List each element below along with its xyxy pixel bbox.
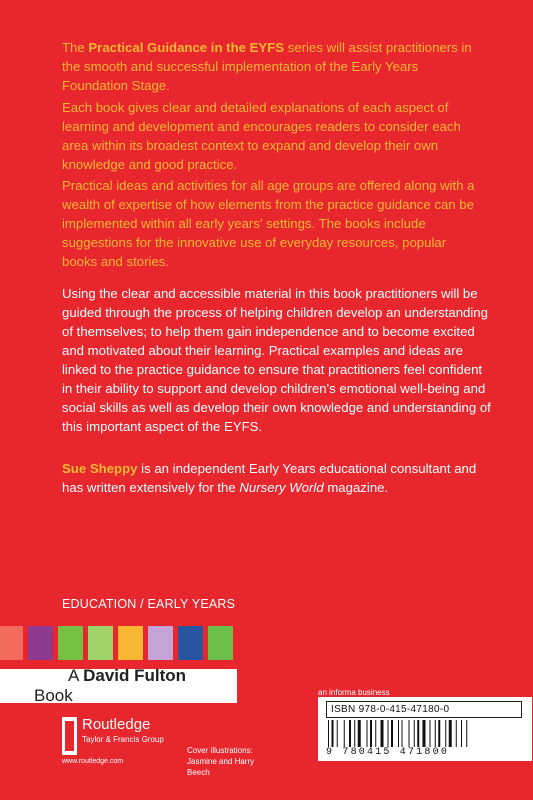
isbn-text: ISBN 978-0-415-47180-0: [326, 701, 522, 718]
imprint-label: A David Fulton Book: [34, 666, 187, 705]
book-description: Using the clear and accessible material in this book practitioners will be guided through the process of helping children develop an understanding of themselves; to help them gain independence and to become excited and motivated about their learning. Practical examples and ideas are linked to the practice guidance to ensure that practitioners feel confident in their ability to support and develop children's emotional well-being and social skills as well as develop their own knowledge and understanding of this important aspect of the EYFS.: [62, 286, 491, 434]
routledge-logo-icon: [62, 717, 77, 755]
publisher-name: Routledge: [82, 716, 151, 733]
author-bio: Sue Sheppy is an independent Early Years educational consultant and has written extensively for the Nursery World magazine.: [62, 461, 477, 495]
color-swatch: [118, 626, 143, 660]
magazine-name: Nursery World: [239, 480, 324, 495]
color-swatch: [28, 626, 53, 660]
cover-illustrations-credit: Cover illustrations: Jasmine and Harry Beech: [187, 746, 255, 777]
color-swatch: [88, 626, 113, 660]
color-swatch: [58, 626, 83, 660]
series-title: Practical Guidance in the EYFS: [88, 40, 285, 55]
barcode-icon: [326, 720, 524, 750]
barcode-digits: 9 780415 471800: [326, 747, 526, 758]
category-label: EDUCATION / EARLY YEARS: [62, 597, 236, 611]
color-swatch-strip: [0, 626, 238, 660]
barcode-block: [318, 697, 532, 761]
author-name: Sue Sheppy: [62, 461, 138, 476]
color-swatch: [178, 626, 203, 660]
informa-label: an informa business: [318, 688, 390, 697]
publisher-group: Taylor & Francis Group: [82, 735, 164, 744]
color-swatch: [0, 626, 23, 660]
imprint-banner: [0, 666, 237, 705]
color-swatch: [148, 626, 173, 660]
color-swatch: [208, 626, 233, 660]
series-intro: The Practical Guidance in the EYFS series will assist practitioners in the smooth and successful implementation of the Early Years Foundation Stage.: [62, 40, 472, 93]
publisher-url: www.routledge.com: [62, 758, 124, 765]
series-paragraph-3: Practical ideas and activities for all age groups are offered along with a wealth of expertise of how elements from the practice guidance can be implemented within all early years' settings. The books include suggestions for the innovative use of everyday resources, popular books and stories.: [62, 178, 475, 269]
series-paragraph-2: Each book gives clear and detailed explanations of each aspect of learning and development and encourages readers to consider each area within its broadest context to expand and develop their own knowledge and good practice.: [62, 100, 461, 172]
